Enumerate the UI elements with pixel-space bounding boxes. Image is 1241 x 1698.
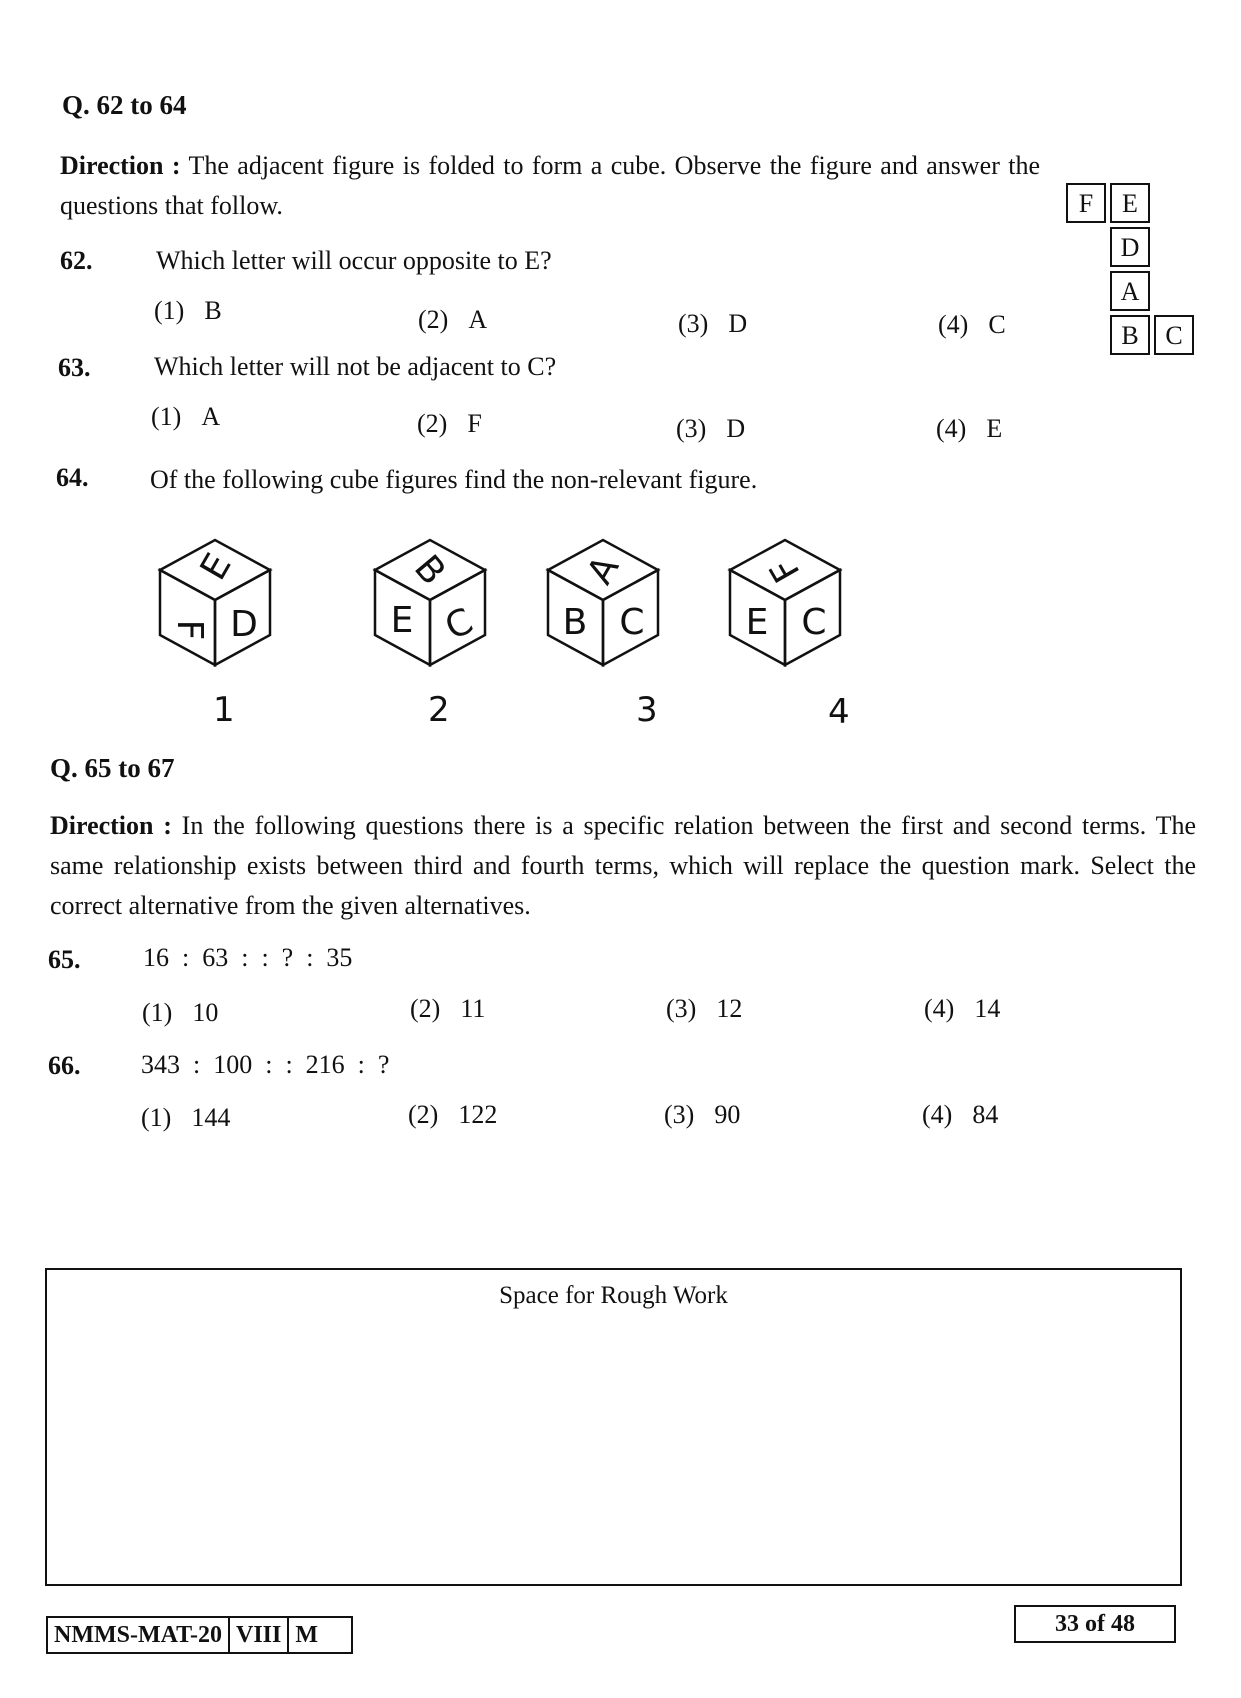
cube-4-top: F — [762, 550, 809, 589]
cube-2-right: C — [439, 600, 480, 649]
direction-62-64 — [60, 146, 1040, 226]
q66-option-4: (4) 84 — [922, 1100, 999, 1129]
cube-2-top: B — [405, 547, 454, 593]
footer-code-exam: NMMS-MAT-20 — [48, 1618, 230, 1652]
cube-figures — [140, 520, 920, 730]
q62-option-2: (2) A — [418, 305, 488, 334]
cube-3-top: A — [579, 549, 628, 592]
q65-option-3: (3) 12 — [666, 994, 743, 1023]
cube-4-left: E — [745, 602, 769, 643]
direction-label: Direction : — [60, 151, 181, 180]
cube-1-left: F — [169, 619, 210, 641]
cube-4-label: 4 — [828, 692, 850, 732]
direction-label: Direction : — [50, 811, 172, 840]
q65-text: 16 : 63 : : ? : 35 — [143, 943, 353, 972]
cube-2 — [375, 540, 485, 665]
cube-4-right: C — [801, 602, 827, 643]
cube-1 — [160, 540, 270, 665]
q66-text: 343 : 100 : : 216 : ? — [141, 1050, 390, 1079]
direction-text: In the following questions there is a specific relation between the first and second terms. The same relationship exists between third and fourth terms, which will replace the question mark. Select the correct alternative from the given alternatives. — [50, 811, 1197, 920]
cube-3-left: B — [562, 602, 588, 643]
q65-option-2: (2) 11 — [410, 994, 486, 1023]
direction-65-67 — [50, 806, 1196, 926]
q62-number: 62. — [60, 246, 93, 275]
q66-option-1: (1) 144 — [141, 1103, 231, 1132]
q63-option-4: (4) E — [936, 414, 1003, 443]
q62-option-4: (4) C — [938, 310, 1006, 339]
cube-3-right: C — [619, 602, 645, 643]
rough-work-box — [45, 1268, 1182, 1586]
q63-text: Which letter will not be adjacent to C? — [154, 352, 557, 381]
q66-option-2: (2) 122 — [408, 1100, 498, 1129]
cube-3-label: 3 — [636, 690, 658, 730]
q62-option-1: (1) B — [154, 296, 222, 325]
q63-number: 63. — [58, 353, 91, 382]
cube-1-label: 1 — [213, 690, 235, 730]
net-cell-b: B — [1110, 315, 1150, 355]
section-heading-65-67: Q. 65 to 67 — [50, 753, 175, 783]
q65-number: 65. — [48, 945, 81, 974]
q63-option-2: (2) F — [417, 409, 482, 438]
q63-option-3: (3) D — [676, 414, 746, 443]
q66-number: 66. — [48, 1051, 81, 1080]
cube-net-figure — [1066, 183, 1206, 363]
q64-text: Of the following cube figures find the non-relevant figure. — [150, 465, 758, 494]
footer-exam-code — [46, 1616, 353, 1654]
q66-option-3: (3) 90 — [664, 1100, 741, 1129]
q62-option-3: (3) D — [678, 309, 748, 338]
cube-3 — [548, 540, 658, 665]
section-heading-62-64: Q. 62 to 64 — [62, 90, 187, 120]
cube-2-label: 2 — [428, 690, 450, 730]
q62-text: Which letter will occur opposite to E? — [156, 246, 552, 275]
net-cell-f: F — [1066, 183, 1106, 223]
net-cell-e: E — [1110, 183, 1150, 223]
footer-code-medium: M — [295, 1622, 318, 1648]
direction-text: The adjacent figure is folded to form a cube. Observe the figure and answer the questions that follow. — [60, 151, 1041, 220]
q63-option-1: (1) A — [151, 402, 221, 431]
net-cell-d: D — [1110, 227, 1150, 267]
net-cell-a: A — [1110, 271, 1150, 311]
q65-option-4: (4) 14 — [924, 994, 1001, 1023]
cube-1-top: E — [192, 546, 240, 588]
rough-work-title: Space for Rough Work — [499, 1282, 728, 1309]
footer-code-class: VIII — [230, 1618, 289, 1652]
page-number: 33 of 48 — [1014, 1605, 1176, 1643]
cube-2-left: E — [390, 600, 414, 641]
net-cell-c: C — [1154, 315, 1194, 355]
q65-option-1: (1) 10 — [142, 998, 219, 1027]
cube-4 — [730, 540, 840, 665]
cube-1-right: D — [230, 604, 258, 645]
q64-number: 64. — [56, 463, 89, 492]
